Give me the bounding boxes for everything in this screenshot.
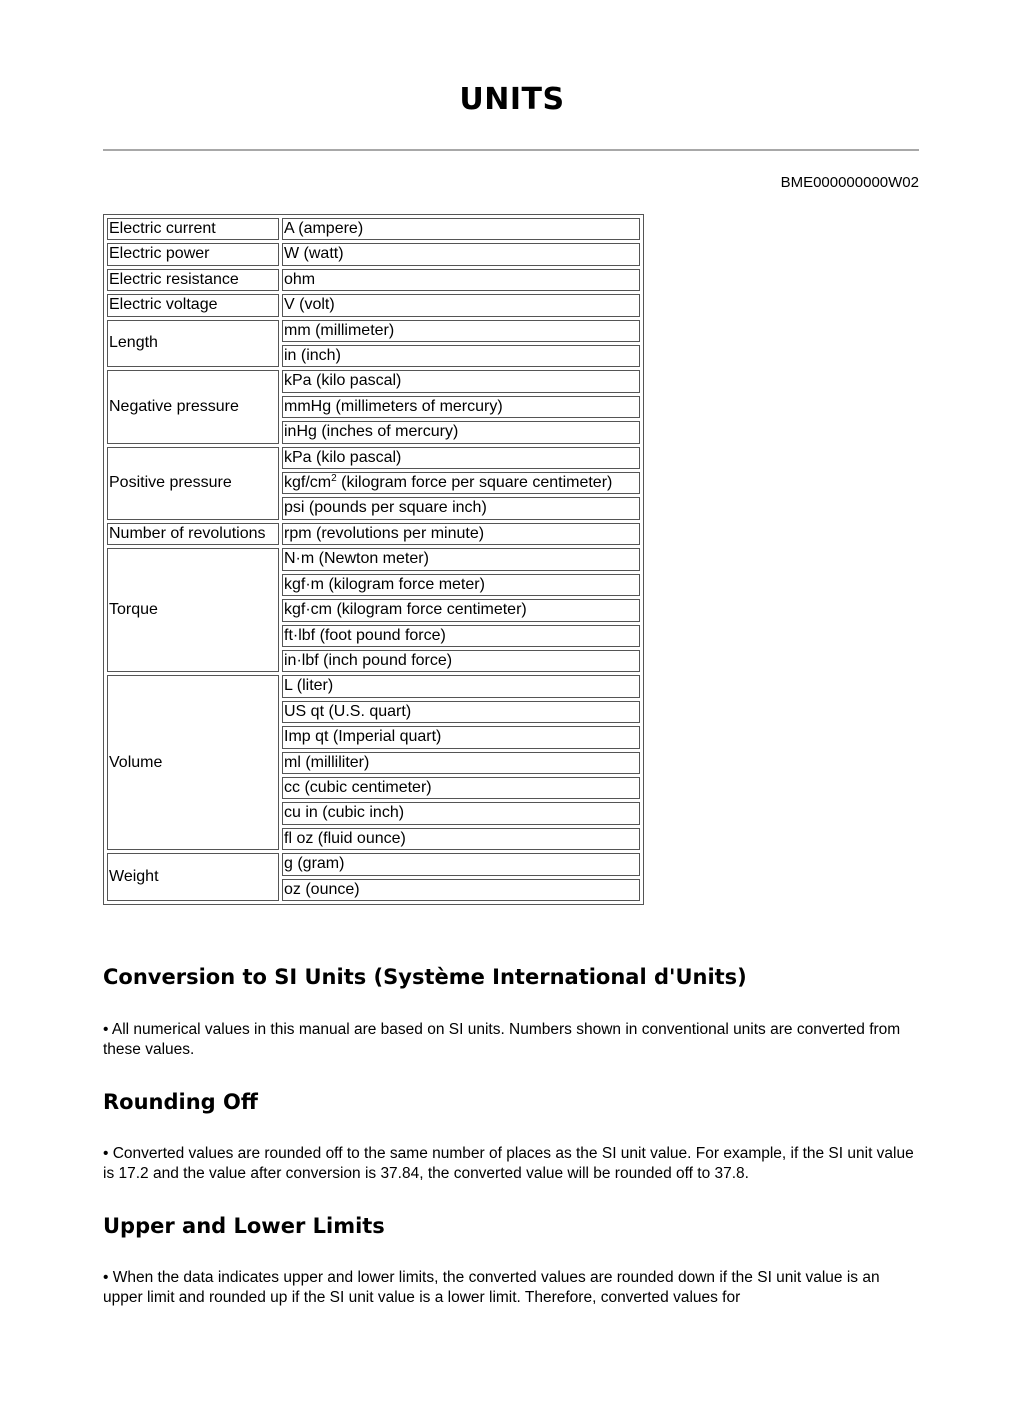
- document-code: BME000000000W02: [780, 174, 919, 191]
- unit-cell: kPa (kilo pascal): [282, 447, 640, 469]
- table-row: [107, 269, 640, 291]
- unit-cell: V (volt): [282, 294, 640, 316]
- table-row: [107, 243, 640, 265]
- table-row: [107, 320, 640, 342]
- unit-cell: N·m (Newton meter): [282, 548, 640, 570]
- table-row: [107, 548, 640, 570]
- unit-cell: cu in (cubic inch): [282, 802, 640, 824]
- unit-cell: inHg (inches of mercury): [282, 421, 640, 443]
- quantity-cell: Number of revolutions: [107, 523, 279, 545]
- conversion-heading: Conversion to SI Units (Système International d'Units): [103, 965, 747, 989]
- limits-heading: Upper and Lower Limits: [103, 1214, 385, 1238]
- unit-cell: in·lbf (inch pound force): [282, 650, 640, 672]
- unit-cell: g (gram): [282, 853, 640, 875]
- unit-cell: ohm: [282, 269, 640, 291]
- table-row: [107, 675, 640, 697]
- limits-text: • When the data indicates upper and lower limits, the converted values are rounded down if the SI unit value is an upper limit and rounded up if the SI unit value is a lower limit. Therefore, converted values for: [103, 1269, 880, 1306]
- unit-cell: oz (ounce): [282, 879, 640, 901]
- table-row: [107, 370, 640, 392]
- units-table: [103, 214, 644, 905]
- rounding-heading: Rounding Off: [103, 1090, 258, 1114]
- units-table-body: [107, 218, 640, 901]
- unit-cell: fl oz (fluid ounce): [282, 828, 640, 850]
- unit-cell: ft·lbf (foot pound force): [282, 625, 640, 647]
- table-row: [107, 294, 640, 316]
- conversion-text: • All numerical values in this manual are based on SI units. Numbers shown in conventional units are converted from these values.: [103, 1021, 901, 1058]
- unit-cell: US qt (U.S. quart): [282, 701, 640, 723]
- unit-cell: Imp qt (Imperial quart): [282, 726, 640, 748]
- unit-cell: kgf·m (kilogram force meter): [282, 574, 640, 596]
- unit-cell: kgf·cm (kilogram force centimeter): [282, 599, 640, 621]
- page-title: UNITS: [459, 82, 565, 117]
- unit-cell: W (watt): [282, 243, 640, 265]
- title-divider: [103, 149, 919, 151]
- quantity-cell: Torque: [107, 548, 279, 672]
- unit-cell: mm (millimeter): [282, 320, 640, 342]
- unit-cell: L (liter): [282, 675, 640, 697]
- quantity-cell: Volume: [107, 675, 279, 850]
- quantity-cell: Negative pressure: [107, 370, 279, 443]
- table-row: [107, 218, 640, 240]
- unit-cell: A (ampere): [282, 218, 640, 240]
- unit-cell: psi (pounds per square inch): [282, 497, 640, 519]
- quantity-cell: Length: [107, 320, 279, 368]
- unit-cell: rpm (revolutions per minute): [282, 523, 640, 545]
- unit-cell: ml (milliliter): [282, 752, 640, 774]
- table-row: [107, 447, 640, 469]
- quantity-cell: Weight: [107, 853, 279, 901]
- table-row: [107, 853, 640, 875]
- quantity-cell: Electric voltage: [107, 294, 279, 316]
- unit-cell: cc (cubic centimeter): [282, 777, 640, 799]
- quantity-cell: Electric power: [107, 243, 279, 265]
- unit-cell: mmHg (millimeters of mercury): [282, 396, 640, 418]
- table-row: [107, 523, 640, 545]
- unit-cell: kPa (kilo pascal): [282, 370, 640, 392]
- quantity-cell: Electric resistance: [107, 269, 279, 291]
- rounding-text: • Converted values are rounded off to the same number of places as the SI unit value. For example, if the SI unit value is 17.2 and the value after conversion is 37.84, the converted value will be rounded off to 37.8.: [103, 1145, 914, 1182]
- unit-cell: kgf/$cm^2$ (kilogram force per square centimeter): [282, 472, 640, 494]
- unit-cell: in (inch): [282, 345, 640, 367]
- quantity-cell: Electric current: [107, 218, 279, 240]
- quantity-cell: Positive pressure: [107, 447, 279, 520]
